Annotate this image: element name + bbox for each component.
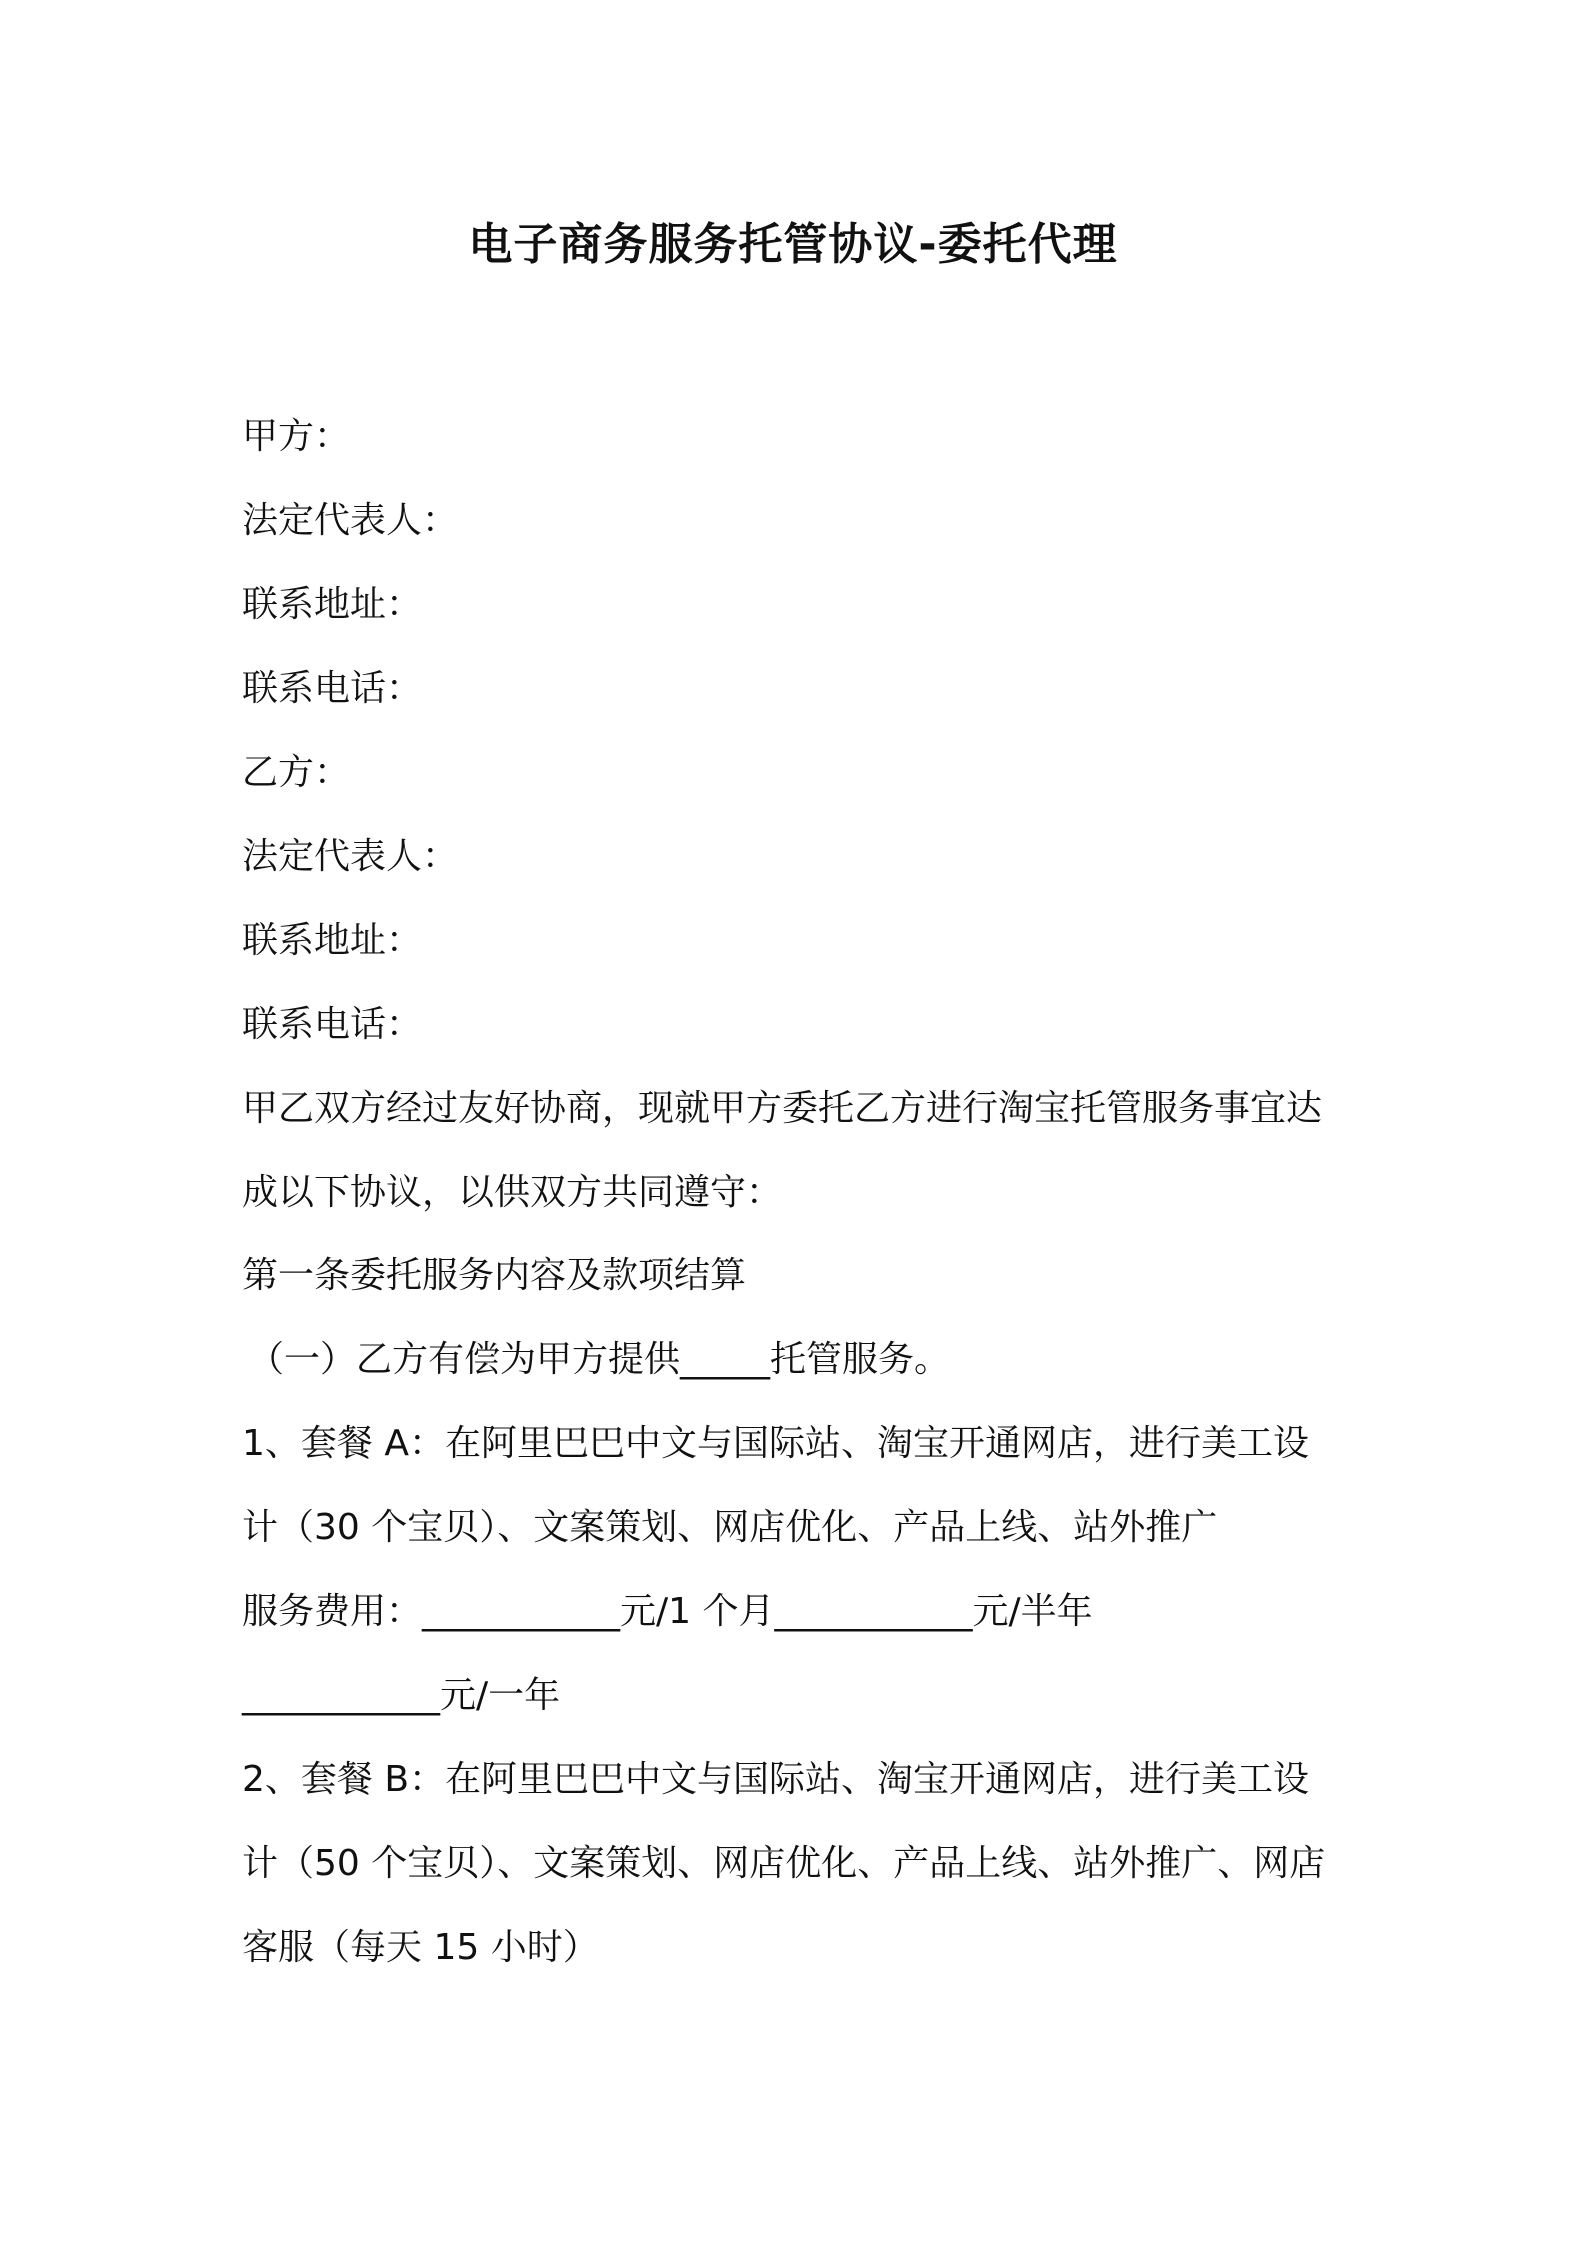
party-b-address-label: 联系地址： — [242, 920, 423, 961]
package-a-line2: 计（30 个宝贝）、文案策划、网店优化、产品上线、站外推广 — [242, 1507, 1218, 1548]
party-b-phone-label: 联系电话： — [242, 1004, 423, 1045]
party-b-rep-label: 法定代表人： — [242, 836, 459, 877]
party-a-phone-label: 联系电话： — [242, 668, 423, 709]
intro-paragraph-line1: 甲乙双方经过友好协商，现就甲方委托乙方进行淘宝托管服务事宜达 — [242, 1088, 1323, 1129]
package-a-fee-line1: 服务费用：___________元/1 个月___________元/半年 — [242, 1591, 1093, 1632]
article1-clause1: （一）乙方有偿为甲方提供_____托管服务。 — [248, 1339, 951, 1380]
party-a-name-label: 甲方： — [242, 416, 351, 457]
article1-heading: 第一条委托服务内容及款项结算 — [242, 1255, 747, 1296]
page-title: 电子商务服务托管协议-委托代理 — [468, 219, 1118, 270]
intro-paragraph-line2: 成以下协议，以供双方共同遵守： — [242, 1172, 783, 1213]
package-a-fee-line2: ___________元/一年 — [242, 1675, 561, 1716]
package-b-line3: 客服（每天 15 小时） — [242, 1927, 599, 1968]
package-b-line2: 计（50 个宝贝）、文案策划、网店优化、产品上线、站外推广、网店 — [242, 1843, 1326, 1884]
party-a-rep-label: 法定代表人： — [242, 500, 459, 541]
package-b-line1: 2、套餐 B：在阿里巴巴中文与国际站、淘宝开通网店，进行美工设 — [242, 1759, 1310, 1800]
package-a-line1: 1、套餐 A：在阿里巴巴中文与国际站、淘宝开通网店，进行美工设 — [242, 1423, 1309, 1464]
party-a-address-label: 联系地址： — [242, 584, 423, 625]
party-b-name-label: 乙方： — [242, 752, 351, 793]
